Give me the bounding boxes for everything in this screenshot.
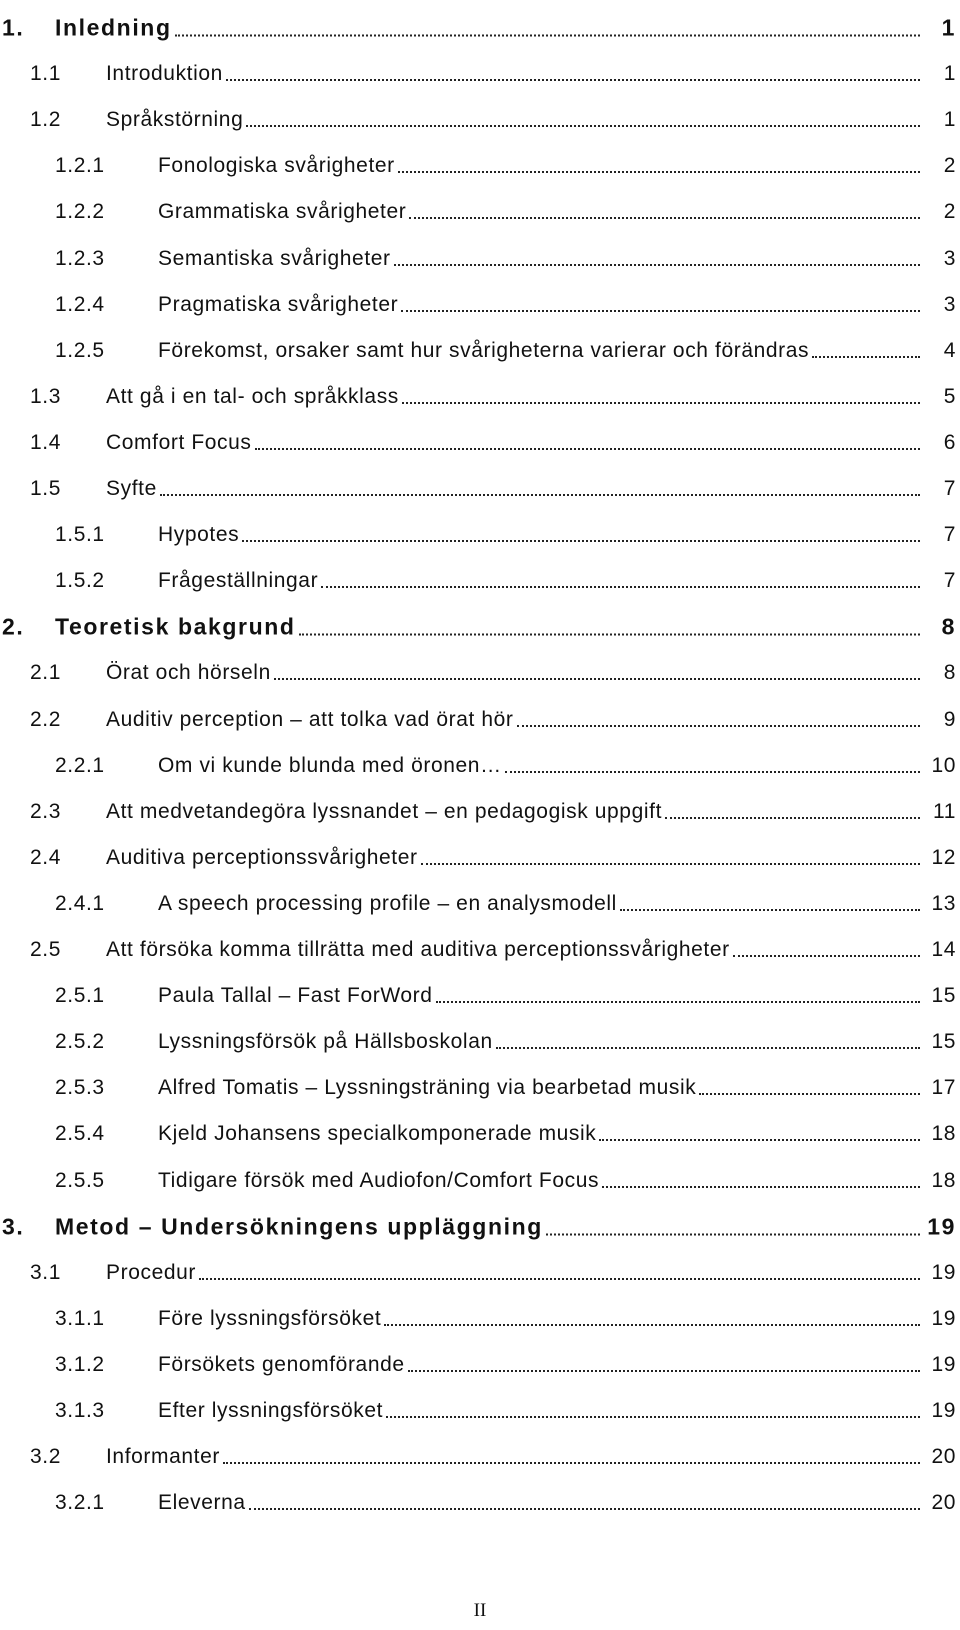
toc-entry-title: Förekomst, orsaker samt hur svårigheterna varierar och förändras <box>158 338 810 362</box>
toc-entry-title: Metod – Undersökningens uppläggning <box>55 1213 543 1240</box>
toc-entry-title: Auditiv perception – att tolka vad örat hör <box>106 707 514 731</box>
toc-dot-leader <box>436 1001 920 1003</box>
toc-dot-leader <box>408 1370 920 1372</box>
toc-dot-leader <box>246 125 920 127</box>
toc-entry-title: Att försöka komma tillrätta med auditiva perceptionssvårigheter <box>106 938 730 961</box>
toc-dot-leader <box>321 586 920 588</box>
toc-entry[interactable] <box>0 1299 960 1339</box>
toc-entry-title-row <box>158 154 923 178</box>
toc-entry-title: Att medvetandegöra lyssnandet – en pedagogisk uppgift <box>106 799 662 823</box>
toc-dot-leader <box>602 1186 920 1188</box>
toc-dot-leader <box>255 448 921 450</box>
toc-entry-number: 3.1.2 <box>55 1352 105 1376</box>
toc-entry-page: 18 <box>931 1122 956 1146</box>
toc-dot-leader <box>394 264 920 266</box>
toc-entry[interactable] <box>0 607 960 647</box>
toc-entry-title-row <box>106 431 923 455</box>
toc-entry-title: Pragmatiska svårigheter <box>158 292 399 316</box>
toc-entry-title-row <box>55 1213 923 1240</box>
toc-dot-leader <box>249 1508 920 1510</box>
toc-entry[interactable] <box>0 331 960 371</box>
toc-entry-page: 5 <box>943 384 956 408</box>
toc-dot-leader <box>665 817 920 819</box>
toc-entry-title: Lyssningsförsök på Hällsboskolan <box>158 1030 493 1054</box>
toc-entry[interactable] <box>0 515 960 555</box>
toc-entry-number: 2.2.1 <box>55 753 105 777</box>
toc-entry[interactable] <box>0 1483 960 1523</box>
toc-entry[interactable] <box>0 653 960 693</box>
toc-dot-leader <box>398 171 920 173</box>
toc-entry-title: Försökets genomförande <box>158 1352 405 1376</box>
toc-entry-title-row <box>158 1030 923 1054</box>
toc-entry-title-row <box>158 1353 923 1377</box>
toc-entry-number: 1.2.4 <box>55 292 105 316</box>
toc-dot-leader <box>620 909 920 911</box>
toc-entry[interactable] <box>0 8 960 48</box>
toc-entry-page: 17 <box>931 1076 956 1100</box>
toc-entry-number: 2.1 <box>30 661 61 685</box>
toc-entry[interactable] <box>0 1207 960 1247</box>
toc-entry-title: Auditiva perceptionssvårigheter <box>106 845 418 869</box>
toc-entry-title-row <box>158 892 923 916</box>
toc-entry-title-row <box>106 661 923 685</box>
toc-entry-number: 2.5.1 <box>55 984 105 1008</box>
toc-entry[interactable] <box>0 930 960 970</box>
toc-entry-number: 3.1 <box>30 1260 61 1284</box>
toc-dot-leader <box>402 402 920 404</box>
toc-dot-leader <box>242 540 920 542</box>
toc-entry-page: 15 <box>931 984 956 1008</box>
toc-entry-page: 19 <box>931 1352 956 1376</box>
toc-entry[interactable] <box>0 1391 960 1431</box>
toc-entry-title-row <box>106 1445 923 1469</box>
toc-entry-number: 2.5 <box>30 938 61 961</box>
toc-entry[interactable] <box>0 746 960 786</box>
page-number: II <box>473 1600 487 1621</box>
toc-dot-leader <box>599 1139 920 1141</box>
toc-entry-page: 11 <box>933 799 956 823</box>
toc-entry-number: 2.5.3 <box>55 1076 105 1100</box>
toc-entry-page: 1 <box>943 108 956 132</box>
toc-entry-title-row <box>158 247 923 271</box>
toc-entry-title-row <box>158 1491 923 1515</box>
toc-entry-number: 3.2 <box>30 1445 61 1469</box>
toc-entry-number: 2.5.5 <box>55 1168 105 1192</box>
toc-entry-number: 1.2.1 <box>55 154 105 178</box>
toc-entry-number: 2. <box>2 613 25 640</box>
toc-entry-title-row <box>106 477 923 501</box>
toc-entry-number: 1.2.2 <box>55 200 105 224</box>
toc-entry-number: 1.5 <box>30 477 61 500</box>
toc-entry-number: 2.4 <box>30 845 61 869</box>
toc-entry-title: Örat och hörseln <box>106 661 271 685</box>
toc-entry-title: Grammatiska svårigheter <box>158 200 407 224</box>
toc-entry-title: Språkstörning <box>106 108 244 132</box>
toc-entry-title: Alfred Tomatis – Lyssningsträning via bearbetad musik <box>158 1076 697 1100</box>
toc-entry-title: Comfort Focus <box>106 430 252 454</box>
toc-entry-page: 6 <box>943 430 956 454</box>
toc-dot-leader <box>401 310 920 312</box>
toc-entry-page: 19 <box>931 1260 956 1284</box>
toc-entry-title-row <box>106 708 923 732</box>
toc-entry-number: 2.4.1 <box>55 891 105 915</box>
toc-entry-title-row <box>158 293 923 317</box>
toc-entry-title-row <box>158 1076 923 1100</box>
toc-entry-title-row <box>106 385 923 409</box>
toc-entry[interactable] <box>0 239 960 279</box>
toc-entry-title: Introduktion <box>106 62 223 86</box>
toc-entry[interactable] <box>0 1345 960 1385</box>
toc-entry-title: Procedur <box>106 1260 197 1284</box>
toc-entry-page: 20 <box>931 1491 956 1515</box>
toc-entry-title: Tidigare försök med Audiofon/Comfort Focus <box>158 1168 600 1192</box>
toc-dot-leader <box>160 494 920 496</box>
toc-entry-page: 3 <box>943 292 956 316</box>
toc-dot-leader <box>299 634 920 636</box>
toc-dot-leader <box>812 356 920 358</box>
toc-entry-title: Kjeld Johansens specialkomponerade musik <box>158 1122 597 1146</box>
toc-entry-page: 2 <box>943 200 956 224</box>
toc-entry[interactable] <box>0 1437 960 1477</box>
toc-entry-title-row <box>158 339 923 363</box>
toc-entry[interactable] <box>0 469 960 509</box>
toc-dot-leader <box>421 863 920 865</box>
toc-entry-title: Syfte <box>106 477 157 500</box>
toc-entry-title-row <box>158 1307 923 1331</box>
toc-entry-page: 3 <box>943 246 956 270</box>
toc-dot-leader <box>699 1093 920 1095</box>
toc-entry[interactable] <box>0 146 960 186</box>
toc-dot-leader <box>274 678 920 680</box>
toc-dot-leader <box>175 35 920 37</box>
toc-entry-title: A speech processing profile – en analysmodell <box>158 891 617 915</box>
toc-entry-title-row <box>106 62 923 86</box>
toc-entry-title-row <box>106 846 923 870</box>
toc-dot-leader <box>386 1416 920 1418</box>
toc-dot-leader <box>496 1047 920 1049</box>
toc-entry-page: 18 <box>931 1168 956 1192</box>
toc-dot-leader <box>384 1324 920 1326</box>
toc-entry[interactable] <box>0 884 960 924</box>
toc-entry-page: 1 <box>943 62 956 86</box>
toc-entry-title-row <box>158 754 923 778</box>
toc-entry-page: 8 <box>943 661 956 685</box>
toc-entry-number: 3.1.3 <box>55 1399 105 1422</box>
toc-entry[interactable] <box>0 792 960 832</box>
toc-entry-page: 7 <box>943 477 956 500</box>
toc-entry-title: Att gå i en tal- och språkklass <box>106 384 399 408</box>
toc-entry-page: 7 <box>943 569 956 593</box>
toc-entry-page: 19 <box>931 1306 956 1330</box>
toc-entry-page: 14 <box>931 938 956 961</box>
toc-entry-title-row <box>106 800 923 824</box>
toc-entry-number: 1.1 <box>30 62 61 86</box>
toc-entry[interactable] <box>0 1022 960 1062</box>
toc-entry-title-row <box>158 569 923 593</box>
toc-entry-number: 1.2 <box>30 108 61 132</box>
toc-entry[interactable] <box>0 838 960 878</box>
toc-entry[interactable] <box>0 561 960 601</box>
toc-entry-number: 2.2 <box>30 707 61 731</box>
toc-entry[interactable] <box>0 1114 960 1154</box>
toc-entry[interactable] <box>0 285 960 325</box>
toc-entry-page: 20 <box>931 1445 956 1469</box>
toc-entry-number: 1.5.1 <box>55 523 105 547</box>
toc-entry[interactable] <box>0 54 960 94</box>
toc-dot-leader <box>226 79 920 81</box>
toc-entry-page: 9 <box>943 707 956 731</box>
toc-entry[interactable] <box>0 423 960 463</box>
toc-entry-page: 2 <box>943 154 956 178</box>
toc-entry-number: 2.5.4 <box>55 1122 105 1146</box>
toc-entry-title: Informanter <box>106 1445 220 1469</box>
toc-entry-title: Paula Tallal – Fast ForWord <box>158 984 433 1008</box>
toc-entry-title-row <box>106 1261 923 1285</box>
toc-entry-title-row <box>158 523 923 547</box>
toc-entry-page: 15 <box>931 1030 956 1054</box>
toc-entry[interactable] <box>0 1068 960 1108</box>
toc-dot-leader <box>517 725 920 727</box>
toc-entry-title-row <box>158 200 923 224</box>
toc-entry-page: 4 <box>943 338 956 362</box>
toc-entry-page: 13 <box>931 891 956 915</box>
toc-entry-number: 1.4 <box>30 430 61 454</box>
toc-dot-leader <box>505 771 920 773</box>
toc-dot-leader <box>546 1233 920 1235</box>
toc-entry-title-row <box>55 15 923 42</box>
toc-entry-number: 2.5.2 <box>55 1030 105 1054</box>
toc-entry-title: Om vi kunde blunda med öronen… <box>158 753 502 777</box>
toc-entry-title: Inledning <box>55 14 172 41</box>
toc-entry-number: 1.3 <box>30 384 61 408</box>
toc-entry[interactable] <box>0 1253 960 1293</box>
toc-dot-leader <box>223 1462 920 1464</box>
toc-entry-number: 2.3 <box>30 799 61 823</box>
toc-entry-number: 1.5.2 <box>55 569 105 593</box>
toc-entry-page: 1 <box>941 14 956 41</box>
toc-entry-title-row <box>106 938 923 962</box>
toc-entry-title-row <box>158 1399 923 1423</box>
toc-entry[interactable] <box>0 1161 960 1201</box>
toc-entry[interactable] <box>0 700 960 740</box>
toc-entry[interactable] <box>0 976 960 1016</box>
toc-entry-number: 3.2.1 <box>55 1491 105 1515</box>
toc-entry-page: 19 <box>927 1213 956 1240</box>
toc-entry-page: 12 <box>931 845 956 869</box>
toc-entry-title: Fonologiska svårigheter <box>158 154 395 178</box>
toc-entry-title-row <box>55 614 923 641</box>
toc-entry-number: 1.2.3 <box>55 246 105 270</box>
toc-entry-number: 3.1.1 <box>55 1306 105 1330</box>
toc-dot-leader <box>199 1278 920 1280</box>
toc-entry-page: 7 <box>943 523 956 547</box>
toc-entry-title: Frågeställningar <box>158 569 319 593</box>
toc-entry-title-row <box>158 1169 923 1193</box>
toc-entry-title: Efter lyssningsförsöket <box>158 1399 384 1422</box>
toc-entry-title: Hypotes <box>158 523 240 547</box>
toc-entry-page: 8 <box>941 613 956 640</box>
toc-entry-title: Semantiska svårigheter <box>158 246 391 270</box>
toc-entry-page: 10 <box>931 753 956 777</box>
toc-entry[interactable] <box>0 192 960 232</box>
toc-entry-number: 1. <box>2 14 25 41</box>
toc-entry-title-row <box>158 984 923 1008</box>
toc-entry[interactable] <box>0 377 960 417</box>
toc-entry-title: Eleverna <box>158 1491 246 1515</box>
toc-dot-leader <box>733 955 920 957</box>
toc-entry-number: 1.2.5 <box>55 338 105 362</box>
toc-entry-title-row <box>158 1122 923 1146</box>
toc-entry-page: 19 <box>931 1399 956 1422</box>
toc-entry-title: Före lyssningsförsöket <box>158 1306 382 1330</box>
toc-entry-number: 3. <box>2 1213 25 1240</box>
toc-dot-leader <box>409 217 920 219</box>
toc-entry-title-row <box>106 108 923 132</box>
toc-entry[interactable] <box>0 100 960 140</box>
toc-entry-title: Teoretisk bakgrund <box>55 613 296 640</box>
